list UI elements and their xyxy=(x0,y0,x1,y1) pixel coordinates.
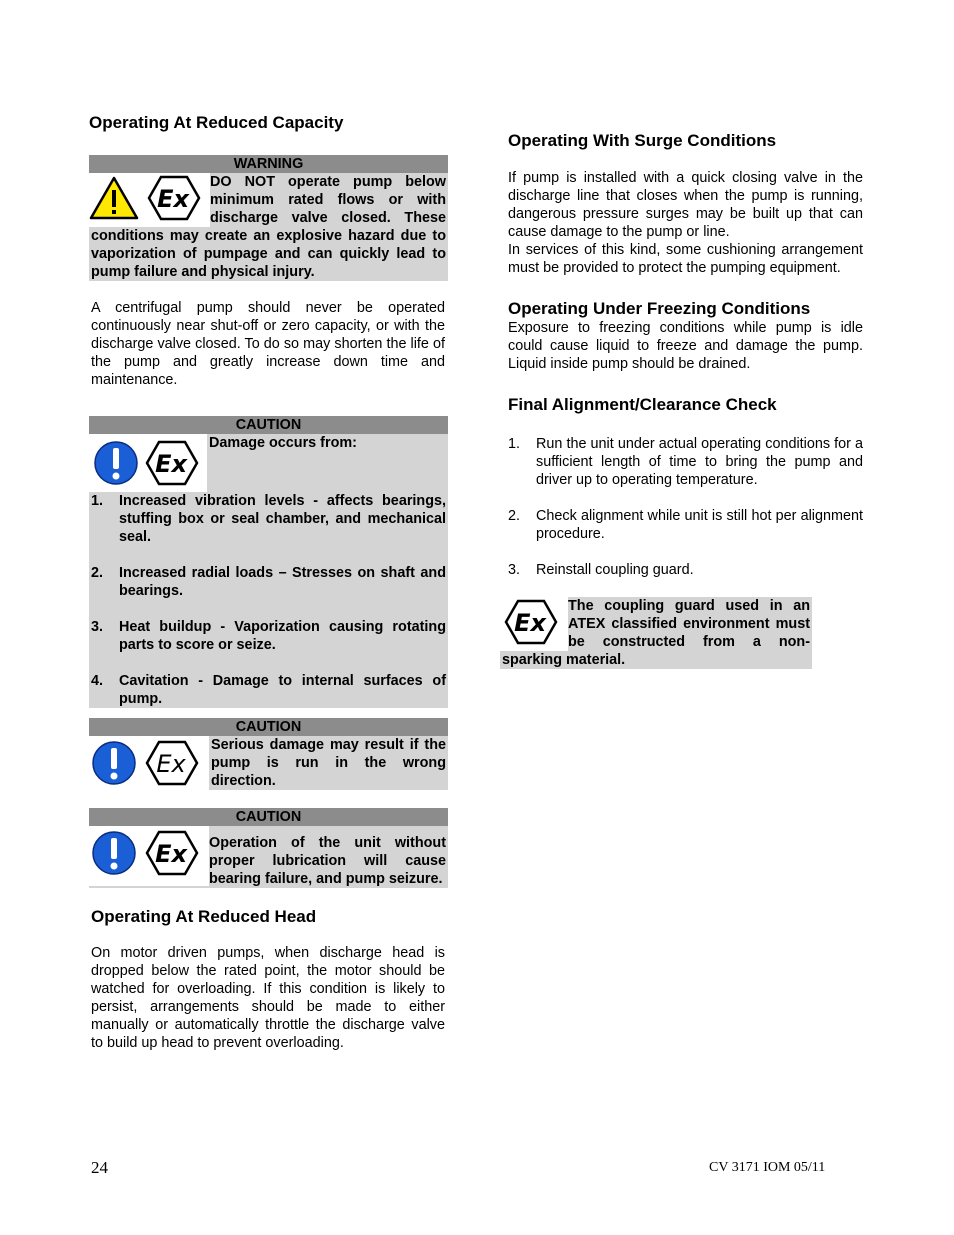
document-code: CV 3171 IOM 05/11 xyxy=(709,1160,826,1175)
mandatory-exclamation-icon xyxy=(91,830,137,876)
caution-title: CAUTION xyxy=(89,416,448,434)
list-item: 3. Heat buildup - Vaporization causing rotating parts to score or seize. xyxy=(91,619,446,653)
heading-reduced-head: Operating At Reduced Head xyxy=(91,907,317,926)
svg-text:Ex: Ex xyxy=(157,185,189,213)
caution-text: Serious damage may result if the pump is run in the wrong direction. xyxy=(211,737,446,789)
alignment-list xyxy=(506,435,863,579)
atex-note-box xyxy=(500,597,812,669)
surge-paragraph-2: In services of this kind, some cushioning arrangement must be provided to protect the pumping equipment. xyxy=(508,242,863,276)
warning-title: WARNING xyxy=(89,155,448,173)
freezing-paragraph: Exposure to freezing conditions while pump is idle could cause liquid to freeze and damage the pump. Liquid inside pump should be drained. xyxy=(508,320,863,372)
reduced-capacity-paragraph: A centrifugal pump should never be operated continuously near shut-off or zero capacity, or with the discharge valve closed. To do so may shorten the life of the pump and greatly increase down time and maintenance. xyxy=(91,300,445,388)
svg-text:Ex: Ex xyxy=(155,840,187,868)
left-column xyxy=(89,112,448,1052)
caution-box-wrong-direction xyxy=(89,718,448,790)
ex-atex-icon xyxy=(504,599,558,645)
surge-paragraph-1: If pump is installed with a quick closing valve in the discharge line that closes when the pump is running, dangerous pressure surges may be built up that can cause damage to the pump or line. xyxy=(508,170,863,240)
caution-box-lubrication xyxy=(89,808,448,888)
svg-text:Ex: Ex xyxy=(155,450,187,478)
warning-text: DO NOT operate pump below minimum rated flows or with discharge valve closed. These conditions may create an explosive hazard due to vaporization of pumpage and can quickly lead to pump failure and physical injury. xyxy=(91,174,446,280)
page-number: 24 xyxy=(91,1158,108,1177)
ex-atex-icon xyxy=(145,740,199,786)
heading-alignment: Final Alignment/Clearance Check xyxy=(508,395,777,414)
list-item: 2. Check alignment while unit is still hot per alignment procedure. xyxy=(508,508,863,542)
list-item: 1. Run the unit under actual operating conditions for a sufficient length of time to bring the pump and driver up to operating temperature. xyxy=(508,436,863,488)
ex-atex-icon xyxy=(145,440,199,486)
caution-title: CAUTION xyxy=(89,808,448,826)
svg-text:Ex: Ex xyxy=(156,750,186,778)
list-item: 4. Cavitation - Damage to internal surfaces of pump. xyxy=(91,673,446,707)
heading-surge: Operating With Surge Conditions xyxy=(508,131,777,150)
svg-text:Ex: Ex xyxy=(514,609,546,637)
caution-box-damage xyxy=(89,416,448,708)
list-item: 1. Increased vibration levels - affects bearings, stuffing box or seal chamber, and mechanical seal. xyxy=(91,493,446,545)
warning-box xyxy=(89,155,448,281)
ex-atex-icon xyxy=(147,175,201,221)
damage-list xyxy=(91,492,446,708)
heading-reduced-capacity: Operating At Reduced Capacity xyxy=(89,113,344,132)
right-column xyxy=(502,130,863,669)
ex-atex-icon xyxy=(145,830,199,876)
mandatory-exclamation-icon xyxy=(93,440,139,486)
reduced-head-paragraph: On motor driven pumps, when discharge head is dropped below the rated point, the motor should be watched for overloading. If this condition is likely to persist, arrangements should be made to either manually or automatically throttle the discharge valve to build up head to prevent overloading. xyxy=(91,945,445,1051)
warning-triangle-icon xyxy=(89,175,139,221)
caution-title: CAUTION xyxy=(89,718,448,736)
list-item: 2. Increased radial loads – Stresses on shaft and bearings. xyxy=(91,565,446,599)
heading-freezing: Operating Under Freezing Conditions xyxy=(508,299,811,318)
atex-note-text: The coupling guard used in an ATEX classified environment must be constructed from a non-sparking material. xyxy=(502,598,810,668)
caution-text: Operation of the unit without proper lubrication will cause bearing failure, and pump seizure. xyxy=(209,835,446,887)
caution-intro: Damage occurs from: xyxy=(209,435,357,451)
mandatory-exclamation-icon xyxy=(91,740,137,786)
list-item: 3. Reinstall coupling guard. xyxy=(508,562,694,578)
